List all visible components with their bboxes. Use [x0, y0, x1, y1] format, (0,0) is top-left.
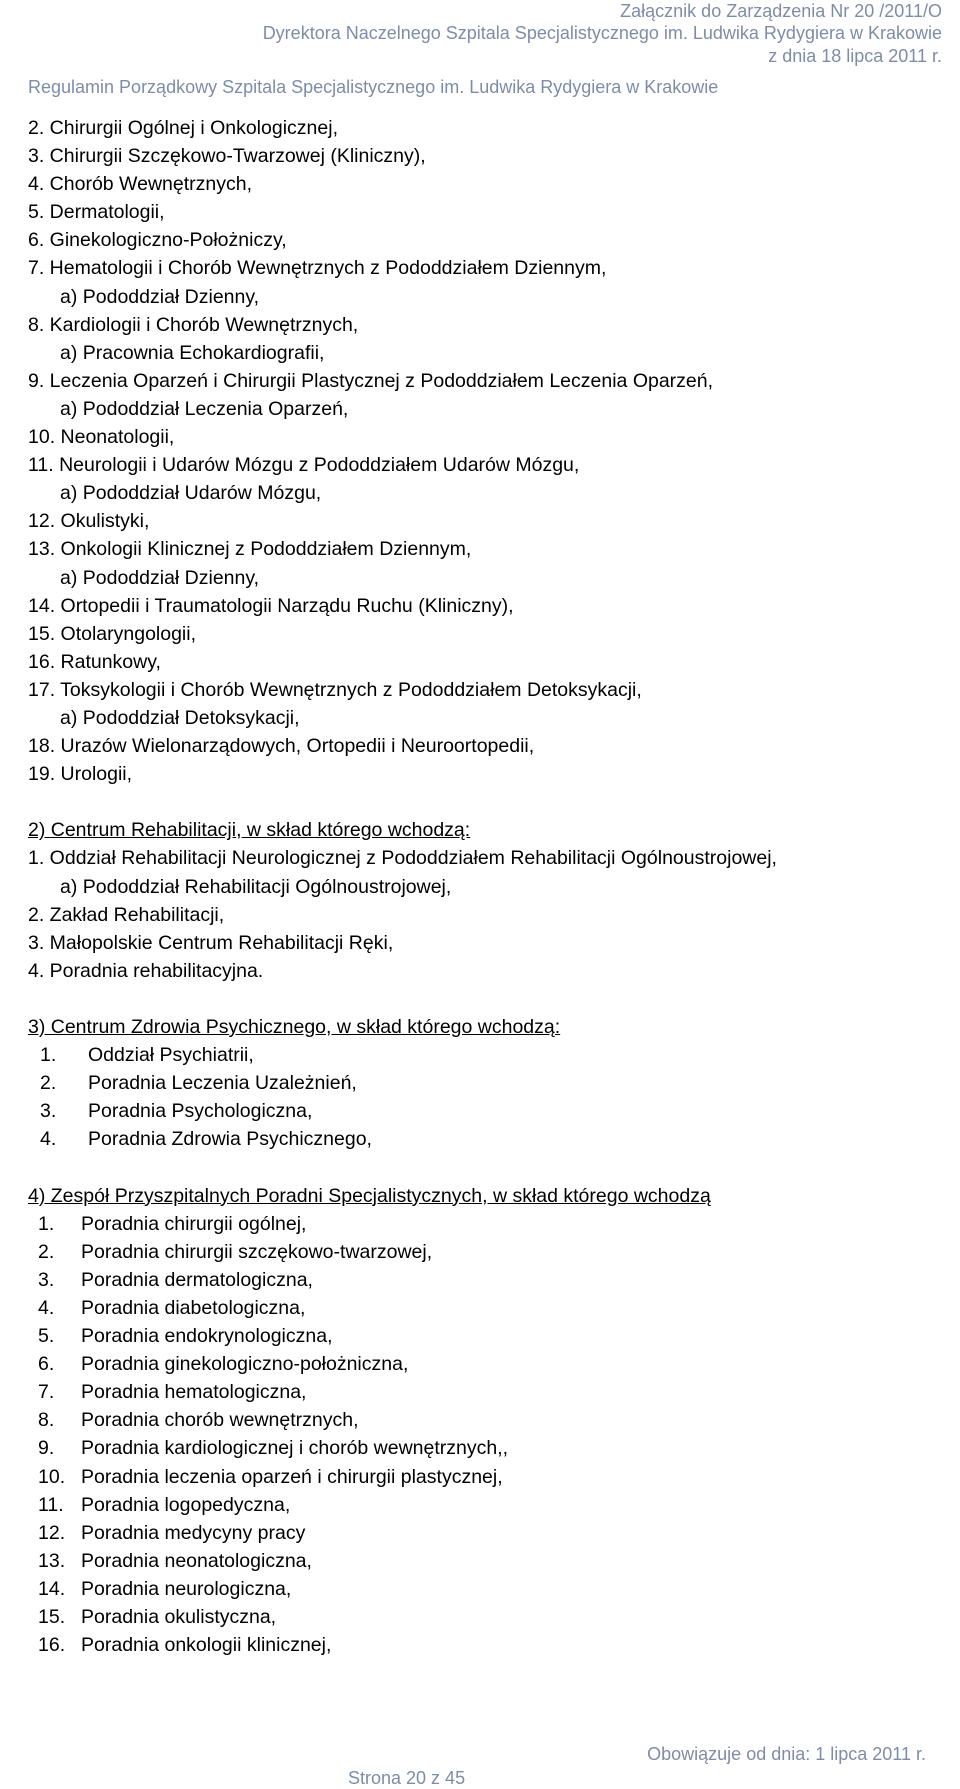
item-text: Poradnia neonatologiczna, — [81, 1549, 312, 1572]
list-item: 15. Otolaryngologii, — [28, 622, 197, 645]
spacer — [28, 788, 948, 816]
list-item: 10. Neonatologii, — [28, 426, 175, 449]
list-item — [28, 1603, 948, 1631]
list-item: 13. Onkologii Klinicznej z Pododdziałem Dziennym, — [28, 538, 472, 561]
item-text: Poradnia ginekologiczno-położniczna, — [81, 1353, 409, 1376]
regulamin-title: Regulamin Porządkowy Szpitala Specjalistycznego im. Ludwika Rydygiera w Krakowie — [28, 77, 719, 97]
item-number: 3. — [40, 1100, 57, 1123]
section-heading: 3) Centrum Zdrowia Psychicznego, w skład którego wchodzą: — [28, 1016, 561, 1038]
list-subitem: a) Pododdział Leczenia Oparzeń, — [60, 397, 349, 420]
list-item: 17. Toksykologii i Chorób Wewnętrznych z Pododdziałem Detoksykacji, — [28, 678, 642, 701]
list-item: 3. Chirurgii Szczękowo-Twarzowej (Kliniczny), — [28, 145, 426, 168]
list-item — [28, 1322, 948, 1350]
list-item — [28, 1434, 948, 1462]
document-body — [28, 114, 948, 1659]
list-item: 11. Neurologii i Udarów Mózgu z Pododdziałem Udarów Mózgu, — [28, 454, 580, 477]
item-number: 3. — [38, 1268, 55, 1291]
list-item — [28, 1041, 948, 1069]
item-text: Poradnia diabetologiczna, — [81, 1296, 306, 1319]
section-heading: 2) Centrum Rehabilitacji, w skład którego wchodzą: — [28, 819, 471, 842]
list-item — [28, 1463, 948, 1491]
list-item: 2. Zakład Rehabilitacji, — [28, 903, 225, 926]
list-item: 5. Dermatologii, — [28, 201, 165, 224]
item-text: Poradnia leczenia oparzeń i chirurgii plastycznej, — [81, 1465, 503, 1488]
list-item: 2. Chirurgii Ogólnej i Onkologicznej, — [28, 117, 338, 139]
list-item — [28, 1519, 948, 1547]
item-number: 13. — [38, 1549, 66, 1572]
list-item: 1. Oddział Rehabilitacji Neurologicznej z Pododdziałem Rehabilitacji Ogólnoustrojowej, — [28, 847, 777, 870]
item-text: Poradnia kardiologicznej i chorób wewnętrznych,, — [81, 1437, 509, 1460]
list-item: 19. Urologii, — [28, 763, 133, 786]
item-number: 16. — [38, 1634, 66, 1657]
item-number: 1. — [38, 1212, 55, 1235]
item-text: Poradnia Zdrowia Psychicznego, — [88, 1128, 372, 1151]
spacer — [28, 1153, 948, 1181]
section4 — [28, 1182, 948, 1660]
list-item: 9. Leczenia Oparzeń i Chirurgii Plastycznej z Pododdziałem Leczenia Oparzeń, — [28, 369, 714, 392]
item-number: 10. — [38, 1465, 66, 1488]
list-subitem: a) Pododdział Udarów Mózgu, — [60, 482, 322, 505]
section-heading: 4) Zespół Przyszpitalnych Poradni Specjalistycznych, w skład którego wchodzą — [28, 1184, 711, 1207]
item-text: Poradnia chirurgii szczękowo-twarzowej, — [81, 1240, 433, 1263]
item-text: Poradnia Leczenia Uzależnień, — [88, 1072, 357, 1095]
list-item — [28, 1406, 948, 1434]
section1-list — [28, 114, 948, 788]
item-text: Poradnia neurologiczna, — [81, 1577, 292, 1600]
section3 — [28, 1013, 948, 1153]
list-item — [28, 1575, 948, 1603]
list-item — [28, 1378, 948, 1406]
list-item: 12. Okulistyki, — [28, 510, 150, 533]
item-number: 11. — [38, 1493, 64, 1516]
list-item — [28, 1631, 948, 1659]
list-subitem: a) Pododdział Rehabilitacji Ogólnoustrojowej, — [60, 875, 452, 898]
list-item — [28, 1350, 948, 1378]
item-text: Poradnia dermatologiczna, — [81, 1268, 313, 1291]
item-number: 9. — [38, 1437, 55, 1460]
list-item: 7. Hematologii i Chorób Wewnętrznych z Pododdziałem Dziennym, — [28, 257, 607, 280]
list-item — [28, 1210, 948, 1238]
list-item: 14. Ortopedii i Traumatologii Narządu Ruchu (Kliniczny), — [28, 594, 514, 617]
list-subitem: a) Pododdział Dzienny, — [60, 566, 260, 589]
item-number: 2. — [40, 1072, 57, 1095]
list-item — [28, 1097, 948, 1125]
header-date-line: z dnia 18 lipca 2011 r. — [768, 46, 942, 66]
item-text: Poradnia onkologii klinicznej, — [81, 1634, 332, 1657]
item-number: 4. — [38, 1296, 55, 1319]
header-director-line: Dyrektora Naczelnego Szpitala Specjalistycznego im. Ludwika Rydygiera w Krakowie — [262, 23, 942, 43]
list-subitem: a) Pododdział Dzienny, — [60, 285, 260, 308]
item-text: Poradnia logopedyczna, — [81, 1493, 291, 1516]
item-text: Oddział Psychiatrii, — [88, 1044, 254, 1067]
item-number: 8. — [38, 1409, 55, 1432]
list-item — [28, 1547, 948, 1575]
item-text: Poradnia hematologiczna, — [81, 1381, 307, 1404]
item-number: 5. — [38, 1325, 55, 1348]
list-item: 18. Urazów Wielonarządowych, Ortopedii i Neuroortopedii, — [28, 735, 535, 758]
item-text: Poradnia medycyny pracy — [81, 1521, 306, 1544]
item-number: 14. — [38, 1577, 66, 1600]
list-item: 16. Ratunkowy, — [28, 650, 161, 673]
item-text: Poradnia endokrynologiczna, — [81, 1325, 333, 1348]
item-text: Poradnia chirurgii ogólnej, — [81, 1212, 307, 1235]
item-text: Poradnia Psychologiczna, — [88, 1100, 313, 1123]
effective-date: Obowiązuje od dnia: 1 lipca 2011 r. — [647, 1744, 926, 1764]
item-number: 1. — [40, 1044, 57, 1067]
item-number: 7. — [38, 1381, 55, 1404]
list-item — [28, 1491, 948, 1519]
item-text: Poradnia chorób wewnętrznych, — [81, 1409, 359, 1432]
item-number: 6. — [38, 1353, 55, 1376]
list-item — [28, 1266, 948, 1294]
item-number: 2. — [38, 1240, 55, 1263]
item-number: 12. — [38, 1521, 66, 1544]
spacer — [28, 985, 948, 1013]
item-text: Poradnia okulistyczna, — [81, 1605, 277, 1628]
list-item — [28, 1125, 948, 1153]
list-item: 8. Kardiologii i Chorób Wewnętrznych, — [28, 313, 359, 336]
list-item: 4. Poradnia rehabilitacyjna. — [28, 959, 264, 982]
section2 — [28, 816, 948, 985]
list-subitem: a) Pracownia Echokardiografii, — [60, 341, 325, 364]
page-number: Strona 20 z 45 — [348, 1768, 466, 1788]
list-item — [28, 1294, 948, 1322]
list-item: 4. Chorób Wewnętrznych, — [28, 173, 252, 196]
list-subitem: a) Pododdział Detoksykacji, — [60, 706, 300, 729]
list-item — [28, 1238, 948, 1266]
header-attachment-line: Załącznik do Zarządzenia Nr 20 /2011/O — [620, 1, 942, 21]
list-item — [28, 1069, 948, 1097]
list-item: 6. Ginekologiczno-Położniczy, — [28, 229, 287, 252]
list-item: 3. Małopolskie Centrum Rehabilitacji Ręki, — [28, 931, 394, 954]
item-number: 4. — [40, 1128, 57, 1151]
item-number: 15. — [38, 1605, 66, 1628]
